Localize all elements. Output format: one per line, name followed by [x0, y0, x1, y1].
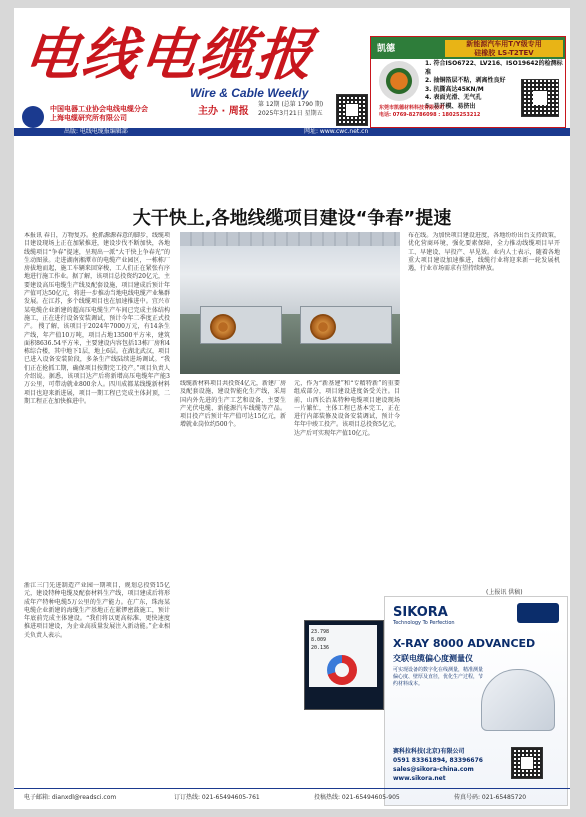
- photo-roof: [180, 232, 400, 246]
- ad-qr-code-icon: [521, 79, 559, 117]
- article-column-2: [180, 380, 286, 592]
- ad-feature: 4. 表面光滑、无气孔: [425, 94, 482, 101]
- frequency-label: 主办 · 周报: [198, 106, 249, 117]
- product-name-cn: 交联电缆偏心度测量仪: [393, 654, 473, 663]
- article-column-1: [24, 232, 170, 574]
- org-line-1: 中国电器工业协会电线电缆分会: [50, 105, 148, 113]
- footer-submit: 投稿热线: 021-65494605-905: [314, 794, 400, 801]
- issue-number: 第 12期 (总第 1790 期): [258, 101, 324, 108]
- column-text: 搜了解，该项目于2024年7000万元，有14条生产线，年产值10万吨，项目占地13500平方米，建筑面积8636.54平方米，主要建设内容包括13栋厂房和4栋综合楼，其中地下1层，地上6层。在湖北武汉，项目已进入设备安装阶段，多条生产线陆续进场调试。“我们正在抢抓工期，确保项目按期完工投产。”项目负责人介绍说。据悉，该项目达产后将新增高压电缆年产能3万公里，可带动就业800余人。四川成都某线缆新材料项目也迎来新进展，项目一期工程已完成主体封顶，二期工程正在加快推进中。: [24, 323, 170, 405]
- masthead-qr-code-icon: [336, 94, 368, 126]
- ad-company: 东莞市凯德材料科技有限公司: [379, 105, 445, 111]
- column-text: 布在线。为加快项目建设进度，各地纷纷出台支持政策，优化营商环境，强化要素保障，全力推动线缆项目早开工、早建设、早投产、早见效。业内人士表示，随着各地重大项目建设加速推进，线缆行业将迎来新一轮发展机遇，行业市场需求有望持续释放。: [408, 232, 560, 273]
- footer-subscribe: 订订热线: 021-65494605-761: [174, 794, 260, 801]
- sikora-badge-icon: [517, 603, 559, 623]
- cable-cross-section-icon: [379, 61, 419, 101]
- readout-value: 20.136: [311, 645, 330, 651]
- ad-qr-code-icon: [511, 747, 543, 779]
- footer-email: 电子邮箱: dianxdl@readsci.com: [24, 794, 117, 801]
- article-headline: 大干快上,各地线缆项目建设“争春”提速: [132, 208, 452, 229]
- org-line-2: 上海电缆研究所有限公司: [50, 114, 127, 122]
- sikora-tagline: Technology To Perfection: [393, 620, 455, 626]
- xray-device-icon: [481, 669, 555, 731]
- article-column-3: [294, 380, 400, 592]
- ad-feature: 3. 抗撕高达45KN/M: [425, 85, 484, 93]
- column-text: 浙江三门先进制造产业园一期项目，规划总投资15亿元，建设特种电缆及配套材料生产线，项目建成后将形成年产特种电缆5万公里的生产能力。在广东，珠海某电缆企业新建的海缆生产基地正在紧锣密鼓施工，预计年底前完成主体建设。“我们将以更高标准、更快速度推进项目建设，为企业高质量发展注入新动能。”企业相关负责人表示。: [24, 582, 170, 639]
- measurement-screen-photo: [304, 620, 384, 710]
- cable-reel-icon: [310, 314, 336, 340]
- contact-email: sales@sikora-china.com: [393, 766, 474, 773]
- masthead-subtitle: Wire & Cable Weekly: [190, 86, 309, 100]
- contact-phone: 0591 83361894, 83396676: [393, 757, 483, 764]
- readout-value: 23.798: [311, 629, 330, 635]
- readout-value: 8.009: [311, 637, 327, 643]
- footer-rule: [14, 788, 570, 789]
- eccentricity-chart-icon: [327, 655, 357, 685]
- contact-website: www.sikora.net: [393, 775, 446, 782]
- cable-reel-icon: [210, 314, 236, 340]
- issue-date: 2025年3月21日 星期五: [258, 110, 323, 117]
- column-text: 本报讯 春日，万物复苏。抢抓源源春意的脚步，线缆项目建设现场上正在加紧推进，建设步伐不断加快，各地线缆项目“争春”提速，呈现出一派“大干快上争春光”的生动图景。走进湖南湘潭市的电缆产业园区，一栋栋厂房拔地而起，施工车辆来回穿梭，工人们正在紧张有序地进行施工作业。据了解，该项目总投资约20亿元，主要建设高压电缆生产线及配套设施，项目建成后预计年产值可达50亿元，将进一步推动当地电线电缆产业集群发展。在江苏，多个线缆项目也在加速推进中。宜兴市某电缆企业新建的超高压电缆生产车间已完成主体结构施工，正在进行设备安装调试，预计今年二季度正式投产。: [24, 232, 170, 331]
- ad-footer: [379, 105, 480, 119]
- ad-product: [445, 40, 563, 57]
- band-website: 网址: www.cwc.net.cn: [304, 128, 369, 135]
- article-column-1b: [24, 582, 170, 780]
- band-publisher: 出版: 电线电缆报编辑部: [64, 128, 128, 135]
- ad-feature: 5. 易开模、易挤出: [425, 102, 476, 110]
- newspaper-page: [14, 8, 570, 809]
- article-column-4: [408, 232, 560, 584]
- sikora-logo: SIKORA: [393, 605, 448, 620]
- publisher-logo-icon: [22, 106, 44, 128]
- factory-photo: [180, 232, 400, 374]
- article-signature: (上报讯 供稿): [486, 589, 523, 596]
- product-features: 可实现设备的数字化在线测量，精准测量偏心度、壁厚及直径，优化生产过程，节约材料成本。: [393, 667, 484, 687]
- sikora-advertisement[interactable]: [384, 596, 568, 806]
- ad-feature: 1. 符合ISO6722、LV216、ISO19642的检测标准: [425, 60, 563, 76]
- top-advertisement[interactable]: [370, 36, 566, 128]
- column-text: 元，作为“新基建”和“专精特新”的重要组成部分，项目建设进度备受关注。目前，山西长治某特种电缆项目建设现场一片繁忙，主体工程已基本完工，正在进行内部装修及设备安装调试，预计今年年中竣工投产。该项目总投资5亿元，达产后可实现年产值10亿元。: [294, 380, 400, 437]
- column-text: 线缆新材料项目共投资4亿元，新建厂房及配套设施，建设智能化生产线，采用国内外先进的生产工艺和设备，主要生产光伏电缆、新能源汽车线缆等产品。项目投产后预计年产值可达15亿元，新增就业岗位约500个。: [180, 380, 286, 429]
- ad-phone: 电话: 0769-82786098 : 18025253212: [379, 112, 481, 118]
- ad-product-line1: 新能源汽车用T/Y级专用: [466, 40, 542, 48]
- masthead-title: 电线电缆报: [20, 22, 318, 88]
- contact-company: 赛科拉科技(北京)有限公司: [393, 748, 465, 755]
- footer-fax: 传真号码: 021-65485720: [454, 794, 527, 801]
- ad-brand: 凯德: [377, 44, 396, 54]
- issue-info: [258, 100, 323, 118]
- ad-product-line2: 硅橡胶 LS-T2TEV: [474, 48, 534, 57]
- product-name: X-RAY 8000 ADVANCED: [393, 637, 536, 650]
- ad-feature: 2. 抽铜箔层不粘，剥离性良好: [425, 77, 506, 84]
